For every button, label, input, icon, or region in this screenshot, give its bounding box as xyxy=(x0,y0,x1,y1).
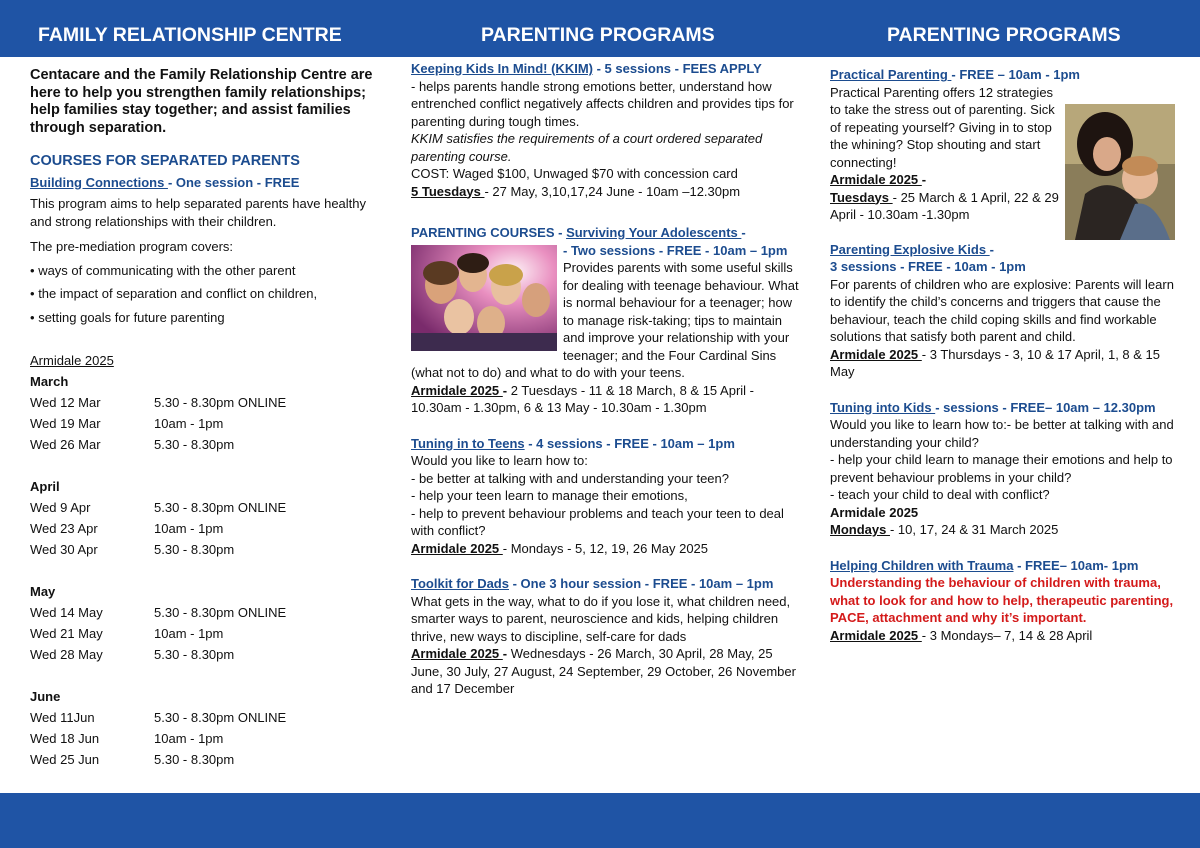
course-surviving-adolescents: PARENTING COURSES - Surviving Your Adolescents - - Two sessions - FREE - 10am – 1pm Provides parents with some useful skills for dealing with teenage behaviour. What is normal behaviour for a teenager; how to manage risk-taking; tips to maintain and improve your relationship with your teenager; and the Four Cardinal Sins (what not to do) and what to do with your teens. Armidale 2025 - 2 Tuesdays - 11 & 18 March, 8 & 15 April - 10.30am - 1.30pm, 6 & 13 May - 10.30am - 1.30pm xyxy=(411,224,801,417)
month-label: March xyxy=(30,374,69,389)
footer-band xyxy=(0,793,1200,848)
covers-label: The pre-mediation program covers: xyxy=(30,239,234,254)
course-cost: COST: Waged $100, Unwaged $70 with concession card xyxy=(411,166,738,181)
course-note: KKIM satisfies the requirements of a court ordered separated parenting course. xyxy=(411,131,763,164)
section-title: COURSES FOR SEPARATED PARENTS xyxy=(30,153,300,169)
table-row: Wed 12 Mar 5.30 - 8.30pm ONLINE xyxy=(30,395,287,410)
course-description: Understanding the behaviour of children with trauma, what to look for and how to help, therapeutic parenting, PACE, attachment and why it’s important. xyxy=(830,575,1174,625)
course-tag: - One session - FREE xyxy=(167,174,300,190)
list-item: • the impact of separation and conflict on children, xyxy=(30,286,318,301)
month-block xyxy=(30,371,380,455)
list-item: - help your child learn to manage their emotions and help to prevent behaviour problems in your child? xyxy=(830,452,1173,485)
course-description: This program aims to help separated parents have healthy and strong relationships with their children. xyxy=(30,196,367,229)
month-block xyxy=(30,476,380,560)
month-block xyxy=(30,581,380,665)
column-parenting-programs-2 xyxy=(830,66,1175,644)
list-item: - be better at talking with and understanding your teen? xyxy=(411,470,729,486)
course-kkim: Keeping Kids In Mind! (KKIM) - 5 sessions - FEES APPLY - helps parents handle strong emotions better, understand how entrenched conflict negatively affects children and provides tips for parenting during tough times. KKIM satisfies the requirements of a court ordered separated parenting course. COST: Waged $100, Unwaged $70 with concession card 5 Tuesdays - 27 May, 3,10,17,24 June - 10am –12.30pm xyxy=(411,60,801,200)
schedule-location: Armidale 2025 xyxy=(30,353,114,368)
schedule xyxy=(30,371,380,770)
month-label: April xyxy=(30,479,60,494)
course-toolkit-dads: Toolkit for Dads - One 3 hour session - FREE - 10am – 1pm What gets in the way, what to do if you lose it, what children need, smarter ways to parent, neuroscience and kids, helping children thrive, new ways to discipline, self-care for dads Armidale 2025 - Wednesdays - 26 March, 30 April, 28 May, 25 June, 30 July, 27 August, 24 September, 29 October, 26 November and 17 December xyxy=(411,575,801,698)
course-title-link[interactable]: Keeping Kids In Mind! (KKIM) xyxy=(411,61,593,76)
table-row: Wed 11Jun 5.30 - 8.30pm ONLINE xyxy=(30,710,287,725)
mother-child-hug-photo xyxy=(1065,104,1175,240)
header-parenting-programs-1: PARENTING PROGRAMS xyxy=(481,24,715,46)
list-item: • ways of communicating with the other parent xyxy=(30,262,296,278)
table-row: Wed 19 Mar 10am - 1pm xyxy=(30,416,224,431)
table-row: Wed 25 Jun 5.30 - 8.30pm xyxy=(30,752,235,767)
course-tuning-into-kids: Tuning into Kids - sessions - FREE– 10am – 12.30pm Would you like to learn how to:- be better at talking with and understanding your child? - help your child learn to manage their emotions and help to prevent behaviour problems in your child? - teach your child to deal with conflict? Armidale 2025 Mondays - 10, 17, 24 & 31 March 2025 xyxy=(830,399,1174,537)
course-description: - helps parents handle strong emotions better, understand how entrenched conflict negatively affects children and provides tips for parenting during tough times. xyxy=(411,78,794,129)
month-label: May xyxy=(30,584,56,599)
bullet-icon: • xyxy=(30,286,35,301)
course-description: Provides parents with some useful skills for dealing with teenage behaviour. What is normal behaviour for a teenager; how to manage risk-taking; tips to maintain and improve your relationship with your teenager; and the Four Cardinal Sins (what not to do) and what to do with your teens. xyxy=(411,260,799,380)
course-building-connections xyxy=(30,174,380,192)
bullet-icon: • xyxy=(30,262,35,278)
teen-group-selfie-photo xyxy=(411,245,557,351)
course-title-link[interactable]: Building Connections xyxy=(30,174,168,190)
course-title-link[interactable]: Toolkit for Dads xyxy=(411,576,509,591)
course-description: Practical Parenting offers 12 strategies to take the stress out of parenting. Sick of repeating yourself? Giving in to stop the whining? Stop shouting and start connecting! xyxy=(830,84,1150,172)
list-item: - teach your child to deal with conflict? xyxy=(830,487,1050,502)
course-title-link[interactable]: Tuning in to Teens xyxy=(411,435,525,451)
intro-text: Centacare and the Family Relationship Centre are here to help you strengthen family relationships; help families stay together; and assist families through separation. xyxy=(30,67,373,136)
column-parenting-programs-1 xyxy=(411,60,801,698)
course-title-link[interactable]: Practical Parenting xyxy=(830,67,952,82)
bullet-icon: • xyxy=(30,309,35,325)
list-item: - help to prevent behaviour problems and teach your teen to deal with conflict? xyxy=(411,505,784,538)
course-helping-children-trauma: Helping Children with Trauma - FREE– 10am- 1pm Understanding the behaviour of children with trauma, what to look for and how to help, therapeutic parenting, PACE, attachment and why it’s important. Armidale 2025 - 3 Mondays– 7, 14 & 28 April xyxy=(830,557,1174,643)
month-label: June xyxy=(30,689,61,704)
course-title-link[interactable]: Parenting Explosive Kids xyxy=(830,241,990,257)
course-practical-parenting: Practical Parenting - FREE – 10am - 1pm Practical Parenting offers 12 strategies to take the stress out of parenting. Sick of repeating yourself? Giving in to stop the whining? Stop shouting and start connecting! Armidale 2025 - Tuesdays - 25 March & 1 April, 22 & 29 April - 10.30am -1.30pm xyxy=(830,66,1175,224)
table-row: Wed 21 May 10am - 1pm xyxy=(30,626,224,641)
column-family-relationship xyxy=(30,58,380,770)
month-block xyxy=(30,686,380,770)
course-title-link[interactable]: Tuning into Kids xyxy=(830,399,936,415)
table-row: Wed 23 Apr 10am - 1pm xyxy=(30,521,224,536)
table-row: Wed 30 Apr 5.30 - 8.30pm xyxy=(30,542,235,557)
table-row: Wed 18 Jun 10am - 1pm xyxy=(30,731,224,746)
table-row: Wed 9 Apr 5.30 - 8.30pm ONLINE xyxy=(30,500,287,515)
course-description: For parents of children who are explosive: Parents will learn to identify the child’s concerns and triggers that cause the behaviour, teach the child coping skills and find workable solutions that satisfy both parent and child. xyxy=(830,276,1174,344)
list-item: • setting goals for future parenting xyxy=(30,309,225,325)
header-family-relationship-centre: FAMILY RELATIONSHIP CENTRE xyxy=(38,24,342,46)
course-description: What gets in the way, what to do if you lose it, what children need, smarter ways to parent, neuroscience and kids, helping children thrive, new ways to discipline, self-care for dads xyxy=(411,593,791,644)
course-title-link[interactable]: Surviving Your Adolescents xyxy=(566,225,742,240)
table-row: Wed 26 Mar 5.30 - 8.30pm xyxy=(30,437,235,452)
course-title-link[interactable]: Helping Children with Trauma xyxy=(830,557,1014,573)
course-tuning-in-teens: Tuning in to Teens - 4 sessions - FREE - 10am – 1pm Would you like to learn how to: - be better at talking with and understanding your teen? - help your teen learn to manage their emotions, - help to prevent behaviour problems and teach your teen to deal with conflict? Armidale 2025 - Mondays - 5, 12, 19, 26 May 2025 xyxy=(411,435,801,558)
header-parenting-programs-2: PARENTING PROGRAMS xyxy=(887,24,1121,46)
bullet-list xyxy=(30,262,380,327)
table-row: Wed 28 May 5.30 - 8.30pm xyxy=(30,647,235,662)
course-parenting-explosive-kids: Parenting Explosive Kids - 3 sessions - FREE - 10am - 1pm For parents of children who are explosive: Parents will learn to identify the child’s concerns and triggers that cause the behaviour, teach the child coping skills and find workable solutions that satisfy both parent and child. Armidale 2025 - 3 Thursdays - 3, 10 & 17 April, 1, 8 & 15 May xyxy=(830,241,1174,379)
table-row: Wed 14 May 5.30 - 8.30pm ONLINE xyxy=(30,605,287,620)
list-item: - help your teen learn to manage their emotions, xyxy=(411,488,688,503)
